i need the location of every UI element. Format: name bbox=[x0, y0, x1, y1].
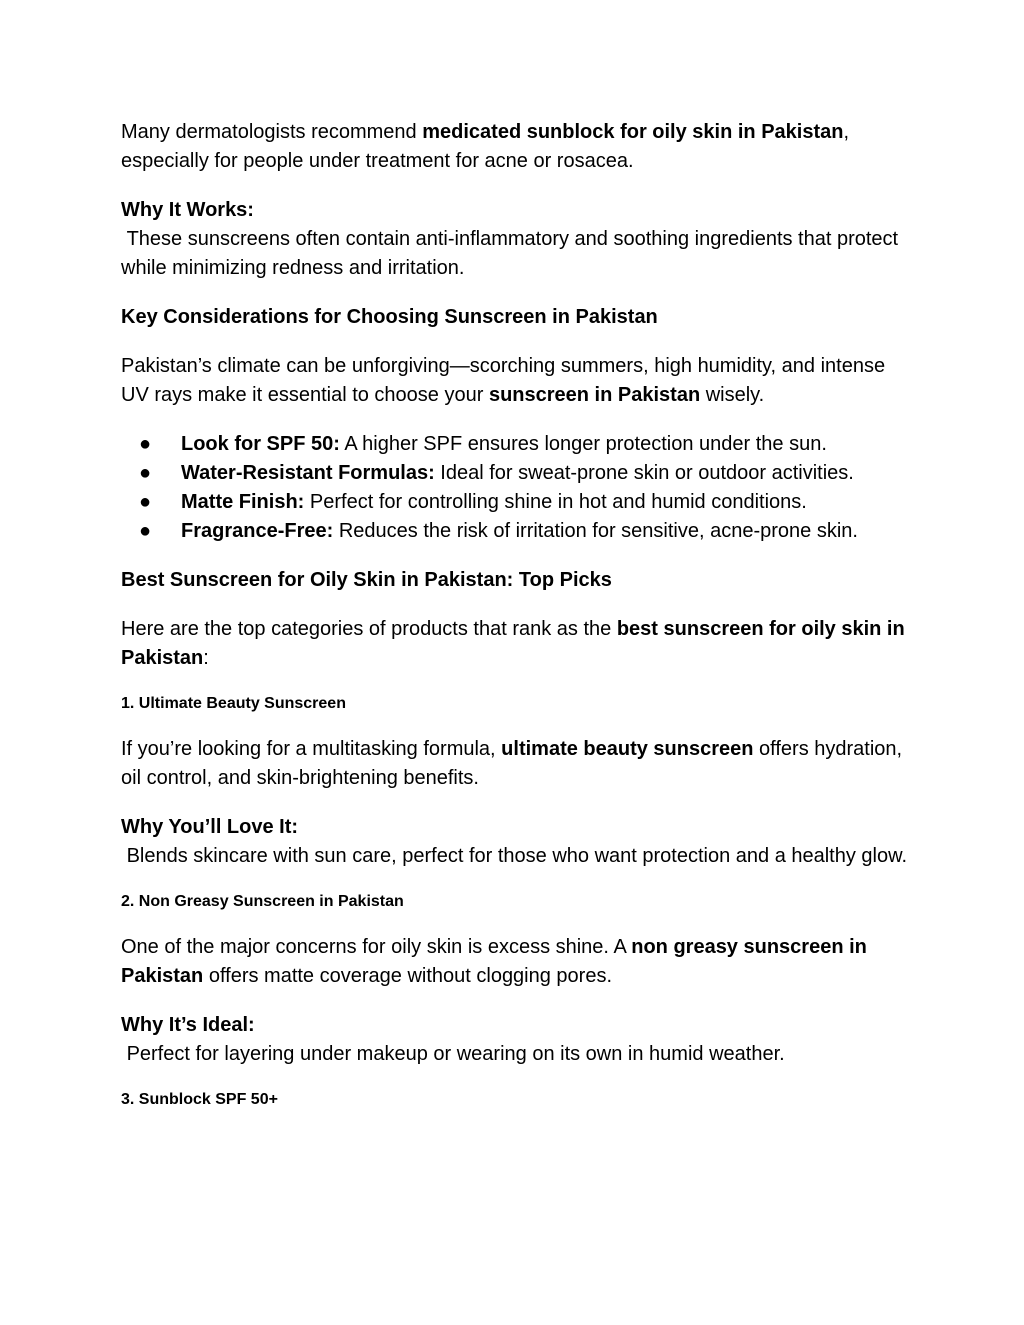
list-item bbox=[121, 430, 911, 459]
item2-bold-text: non greasy sunscreen in Pakistan bbox=[121, 936, 867, 987]
top-picks-text: Here are the top categories of products that rank as the bbox=[121, 618, 617, 640]
why-it-works-heading: Why It Works: bbox=[121, 199, 254, 221]
list-item-text: A higher SPF ensures longer protection under the sun. bbox=[339, 433, 827, 455]
item2-heading: 2. Non Greasy Sunscreen in Pakistan bbox=[121, 893, 404, 910]
list-item bbox=[121, 488, 911, 517]
item2-text-end: offers matte coverage without clogging pores. bbox=[203, 965, 613, 987]
intro-text-end: , especially for people under treatment for acne or rosacea. bbox=[121, 121, 850, 172]
item2-why-heading: Why It’s Ideal: bbox=[121, 1014, 255, 1036]
item2-text: One of the major concerns for oily skin is excess shine. A bbox=[121, 936, 632, 958]
top-picks-bold-text: best sunscreen for oily skin in Pakistan bbox=[121, 618, 905, 669]
climate-paragraph bbox=[121, 352, 911, 410]
item1-paragraph bbox=[121, 735, 911, 793]
bullet-icon: ● bbox=[139, 462, 152, 484]
list-item-label: Matte Finish: bbox=[181, 491, 305, 513]
intro-paragraph bbox=[121, 118, 911, 176]
list-item-text: Perfect for controlling shine in hot and humid conditions. bbox=[304, 491, 807, 513]
climate-bold-text: sunscreen in Pakistan bbox=[488, 384, 701, 406]
climate-text: Pakistan’s climate can be unforgiving—scorching summers, high humidity, and intense UV rays make it essential to choose your bbox=[121, 355, 886, 406]
intro-text: Many dermatologists recommend bbox=[121, 121, 423, 143]
document-page bbox=[121, 118, 911, 1131]
bullet-icon: ● bbox=[139, 491, 152, 513]
top-picks-text-end: : bbox=[203, 647, 209, 669]
list-item-text: Reduces the risk of irritation for sensitive, acne-prone skin. bbox=[333, 520, 858, 542]
list-item bbox=[121, 459, 911, 488]
bullet-icon: ● bbox=[139, 520, 152, 542]
list-item-text: Ideal for sweat-prone skin or outdoor activities. bbox=[434, 462, 854, 484]
item1-text-end: offers hydration, oil control, and skin-brightening benefits. bbox=[121, 738, 903, 789]
list-item bbox=[121, 517, 911, 546]
intro-bold-text: medicated sunblock for oily skin in Pakistan bbox=[422, 121, 844, 143]
list-item-label: Look for SPF 50: bbox=[181, 433, 340, 455]
item1-bold-text: ultimate beauty sunscreen bbox=[501, 738, 754, 760]
item1-why-heading: Why You’ll Love It: bbox=[121, 816, 299, 838]
item3-heading: 3. Sunblock SPF 50+ bbox=[121, 1091, 278, 1108]
key-considerations-heading: Key Considerations for Choosing Sunscreen in Pakistan bbox=[121, 306, 658, 328]
top-picks-heading: Best Sunscreen for Oily Skin in Pakistan: Top Picks bbox=[121, 569, 612, 591]
item2-why-body: Perfect for layering under makeup or wearing on its own in humid weather. bbox=[121, 1043, 785, 1065]
item1-why-body: Blends skincare with sun care, perfect for those who want protection and a healthy glow. bbox=[121, 845, 908, 867]
considerations-list bbox=[121, 430, 911, 546]
item2-paragraph bbox=[121, 933, 911, 991]
item1-heading: 1. Ultimate Beauty Sunscreen bbox=[121, 695, 346, 712]
list-item-label: Fragrance-Free: bbox=[181, 520, 334, 542]
why-it-works-body: These sunscreens often contain anti-inflammatory and soothing ingredients that protect while minimizing redness and irritation. bbox=[121, 228, 904, 279]
list-item-label: Water-Resistant Formulas: bbox=[181, 462, 435, 484]
bullet-icon: ● bbox=[139, 433, 152, 455]
item1-text: If you’re looking for a multitasking formula, bbox=[121, 738, 502, 760]
top-picks-paragraph bbox=[121, 615, 911, 673]
climate-text-end: wisely. bbox=[700, 384, 765, 406]
